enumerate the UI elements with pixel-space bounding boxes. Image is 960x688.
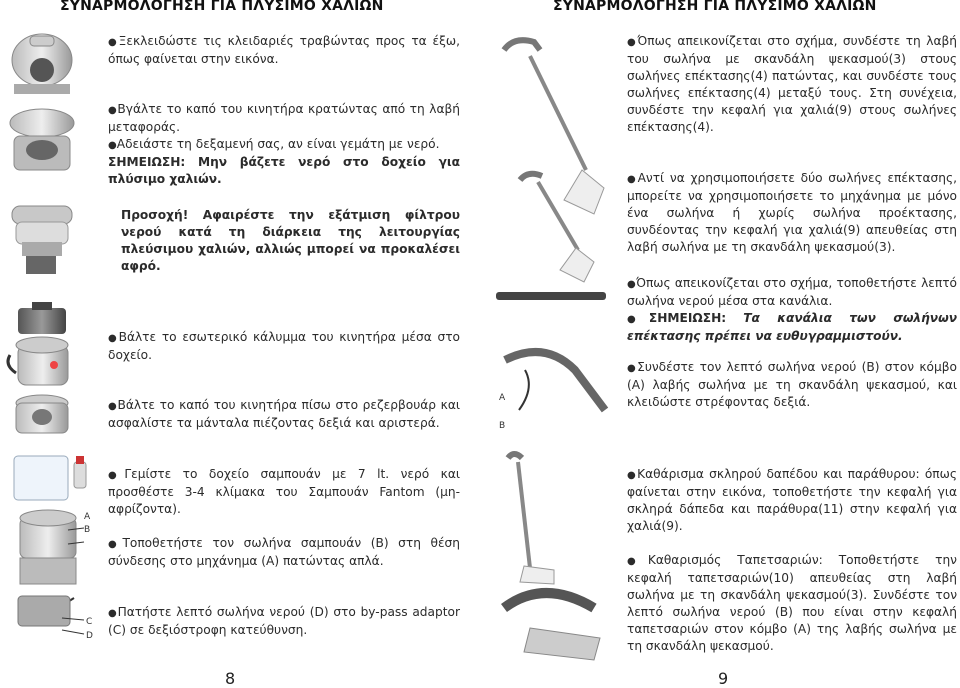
left-step-inner-cover-text: Βάλτε το εσωτερικό κάλυμμα του κινητήρα μέσα στο δοχείο.: [108, 330, 461, 363]
left-step-remove-lid-text: Βγάλτε το καπό του κινητήρα κρατώντας από τη λαβή μεταφοράς.: [108, 102, 460, 135]
right-note-label: ΣΗΜΕΙΩΣΗ:: [648, 311, 727, 326]
floor-head-illustration: [490, 448, 620, 678]
right-step-connect-nozzle-text: Συνδέστε τον λεπτό σωλήνα νερού (B) στον κόμβο (A) λαβής σωλήνα με τη σκανδάλη ψεκασμού, και κλειδώστε στρέφοντας δεξιά.: [627, 360, 957, 410]
left-step-empty-tank-text: Αδειάστε τη δεξαμενή σας, αν είναι γεμάτη με νερό.: [116, 137, 440, 152]
label-d: D: [86, 631, 93, 641]
right-note-text: Τα κανάλια των σωλήνων επέκτασης πρέπει να ευθυγραμμιστούν.: [627, 311, 958, 344]
vacuum-illustrations-left: [2, 30, 84, 435]
right-step-water-hose-text: Όπως απεικονίζεται στο σχήμα, τοποθετήστε λεπτό σωλήνα νερού μέσα στα κανάλια.: [627, 276, 957, 309]
left-step-fill-shampoo-text: Γεμίστε το δοχείο σαμπουάν με 7 lt. νερό και προσθέστε 3-4 κλίμακα του Σαμπουάν Fantom (μη-αφρίζοντα).: [108, 467, 460, 517]
label-a: A: [84, 512, 91, 522]
label-a-right: A: [499, 393, 506, 403]
right-step-upholstery-text: Καθαρισμός Ταπετσαριών: Τοποθετήστε την κεφαλή ταπετσαριών(10) απευθείας στη λαβή σωλήνα με τη σκανδάλη ψεκασμού(3). Συνδέστε τον λεπτό σωλήνα νερού (B) που είναι στην κεφαλή ταπετσαριών στον κόμβο (A) της λαβής σωλήνα με τη σκανδάλη ψεκασμού.: [627, 553, 957, 654]
label-b: B: [84, 525, 91, 535]
shampoo-tank-illustration: [4, 448, 104, 648]
left-step-bypass-text: Πατήστε λεπτό σωλήνα νερού (D) στο by-pass adaptor (C) σε δεξιόστροφη κατεύθυνση.: [108, 605, 460, 638]
right-page-title: ΣΥΝΑΡΜΟΛΟΓΗΣΗ ΓΙΑ ΠΛΥΣΙΜΟ ΧΑΛΙΩΝ: [553, 0, 877, 14]
left-step-unlock-text: Ξεκλειδώστε τις κλειδαριές τραβώντας προς τα έξω, όπως φαίνεται στην εικόνα.: [108, 34, 460, 67]
left-step-reattach-lid-text: Βάλτε το καπό του κινητήρα πίσω στο ρεζερβουάρ και ασφαλίστε τα μάνταλα πιέζοντας δεξιά και αριστερά.: [108, 398, 460, 431]
label-c: C: [86, 617, 93, 627]
vacuum-unlock-illustration: [12, 34, 72, 94]
right-step-hard-floor-text: Καθάρισμα σκληρού δαπέδου και παράθυρου: όπως φαίνεται στην εικόνα, τοποθετήστε την κεφαλή για σκληρά δάπεδα και παράθυρα(11) στην κεφαλή για χαλιά(9).: [627, 467, 957, 534]
left-note-label: ΣΗΜΕΙΩΣΗ:: [108, 155, 186, 170]
hose-handle-illustration: [495, 340, 615, 440]
left-warning-text: Προσοχή! Αφαιρέστε την εξάτμιση φίλτρου νερού κατά τη διάρκεια της λειτουργίας πλεύσιμου χαλιών, αλλιώς μπορεί να προκαλέσει αφρό.: [121, 208, 460, 274]
extension-tubes-illustration: [490, 30, 620, 310]
right-step-connect-tubes-text: Όπως απεικονίζεται στο σχήμα, συνδέστε τη λαβή του σωλήνα με σκανδάλη ψεκασμού(3) στους σωλήνες επέκτασης(4) πατώντας, και συνδέστε τους σωλήνες επέκτασης(4) μεταξύ τους. Στη συνέχεια, συνδέστε την κεφαλή για χαλιά(9) στους σωλήνες επέκτασης(4).: [627, 34, 957, 135]
left-page-title: ΣΥΝΑΡΜΟΛΟΓΗΣΗ ΓΙΑ ΠΛΥΣΙΜΟ ΧΑΛΙΩΝ: [60, 0, 384, 14]
right-step-alternative-text: Αντί να χρησιμοποιήσετε δύο σωλήνες επέκτασης, μπορείτε να χρησιμοποιήσετε το μηχάνημα με μόνο ένα σωλήνα ή χωρίς σωλήνα προέκτασης, συνδέοντας την κεφαλή για χαλιά(9) απευθείας στη λαβή σωλήνα με τη σκανδάλη ψεκασμού(3).: [627, 171, 957, 255]
left-note-text: Μην βάζετε νερό στο δοχείο για πλύσιμο χαλιών.: [108, 155, 460, 187]
left-page-number: 8: [225, 669, 236, 688]
right-page-number: 9: [718, 669, 729, 688]
left-step-shampoo-hose-text: Τοποθετήστε τον σωλήνα σαμπουάν (Β) στη θέση σύνδεσης στο μηχάνημα (Α) πατώντας απλά.: [108, 536, 460, 569]
label-b-right: B: [499, 421, 506, 431]
